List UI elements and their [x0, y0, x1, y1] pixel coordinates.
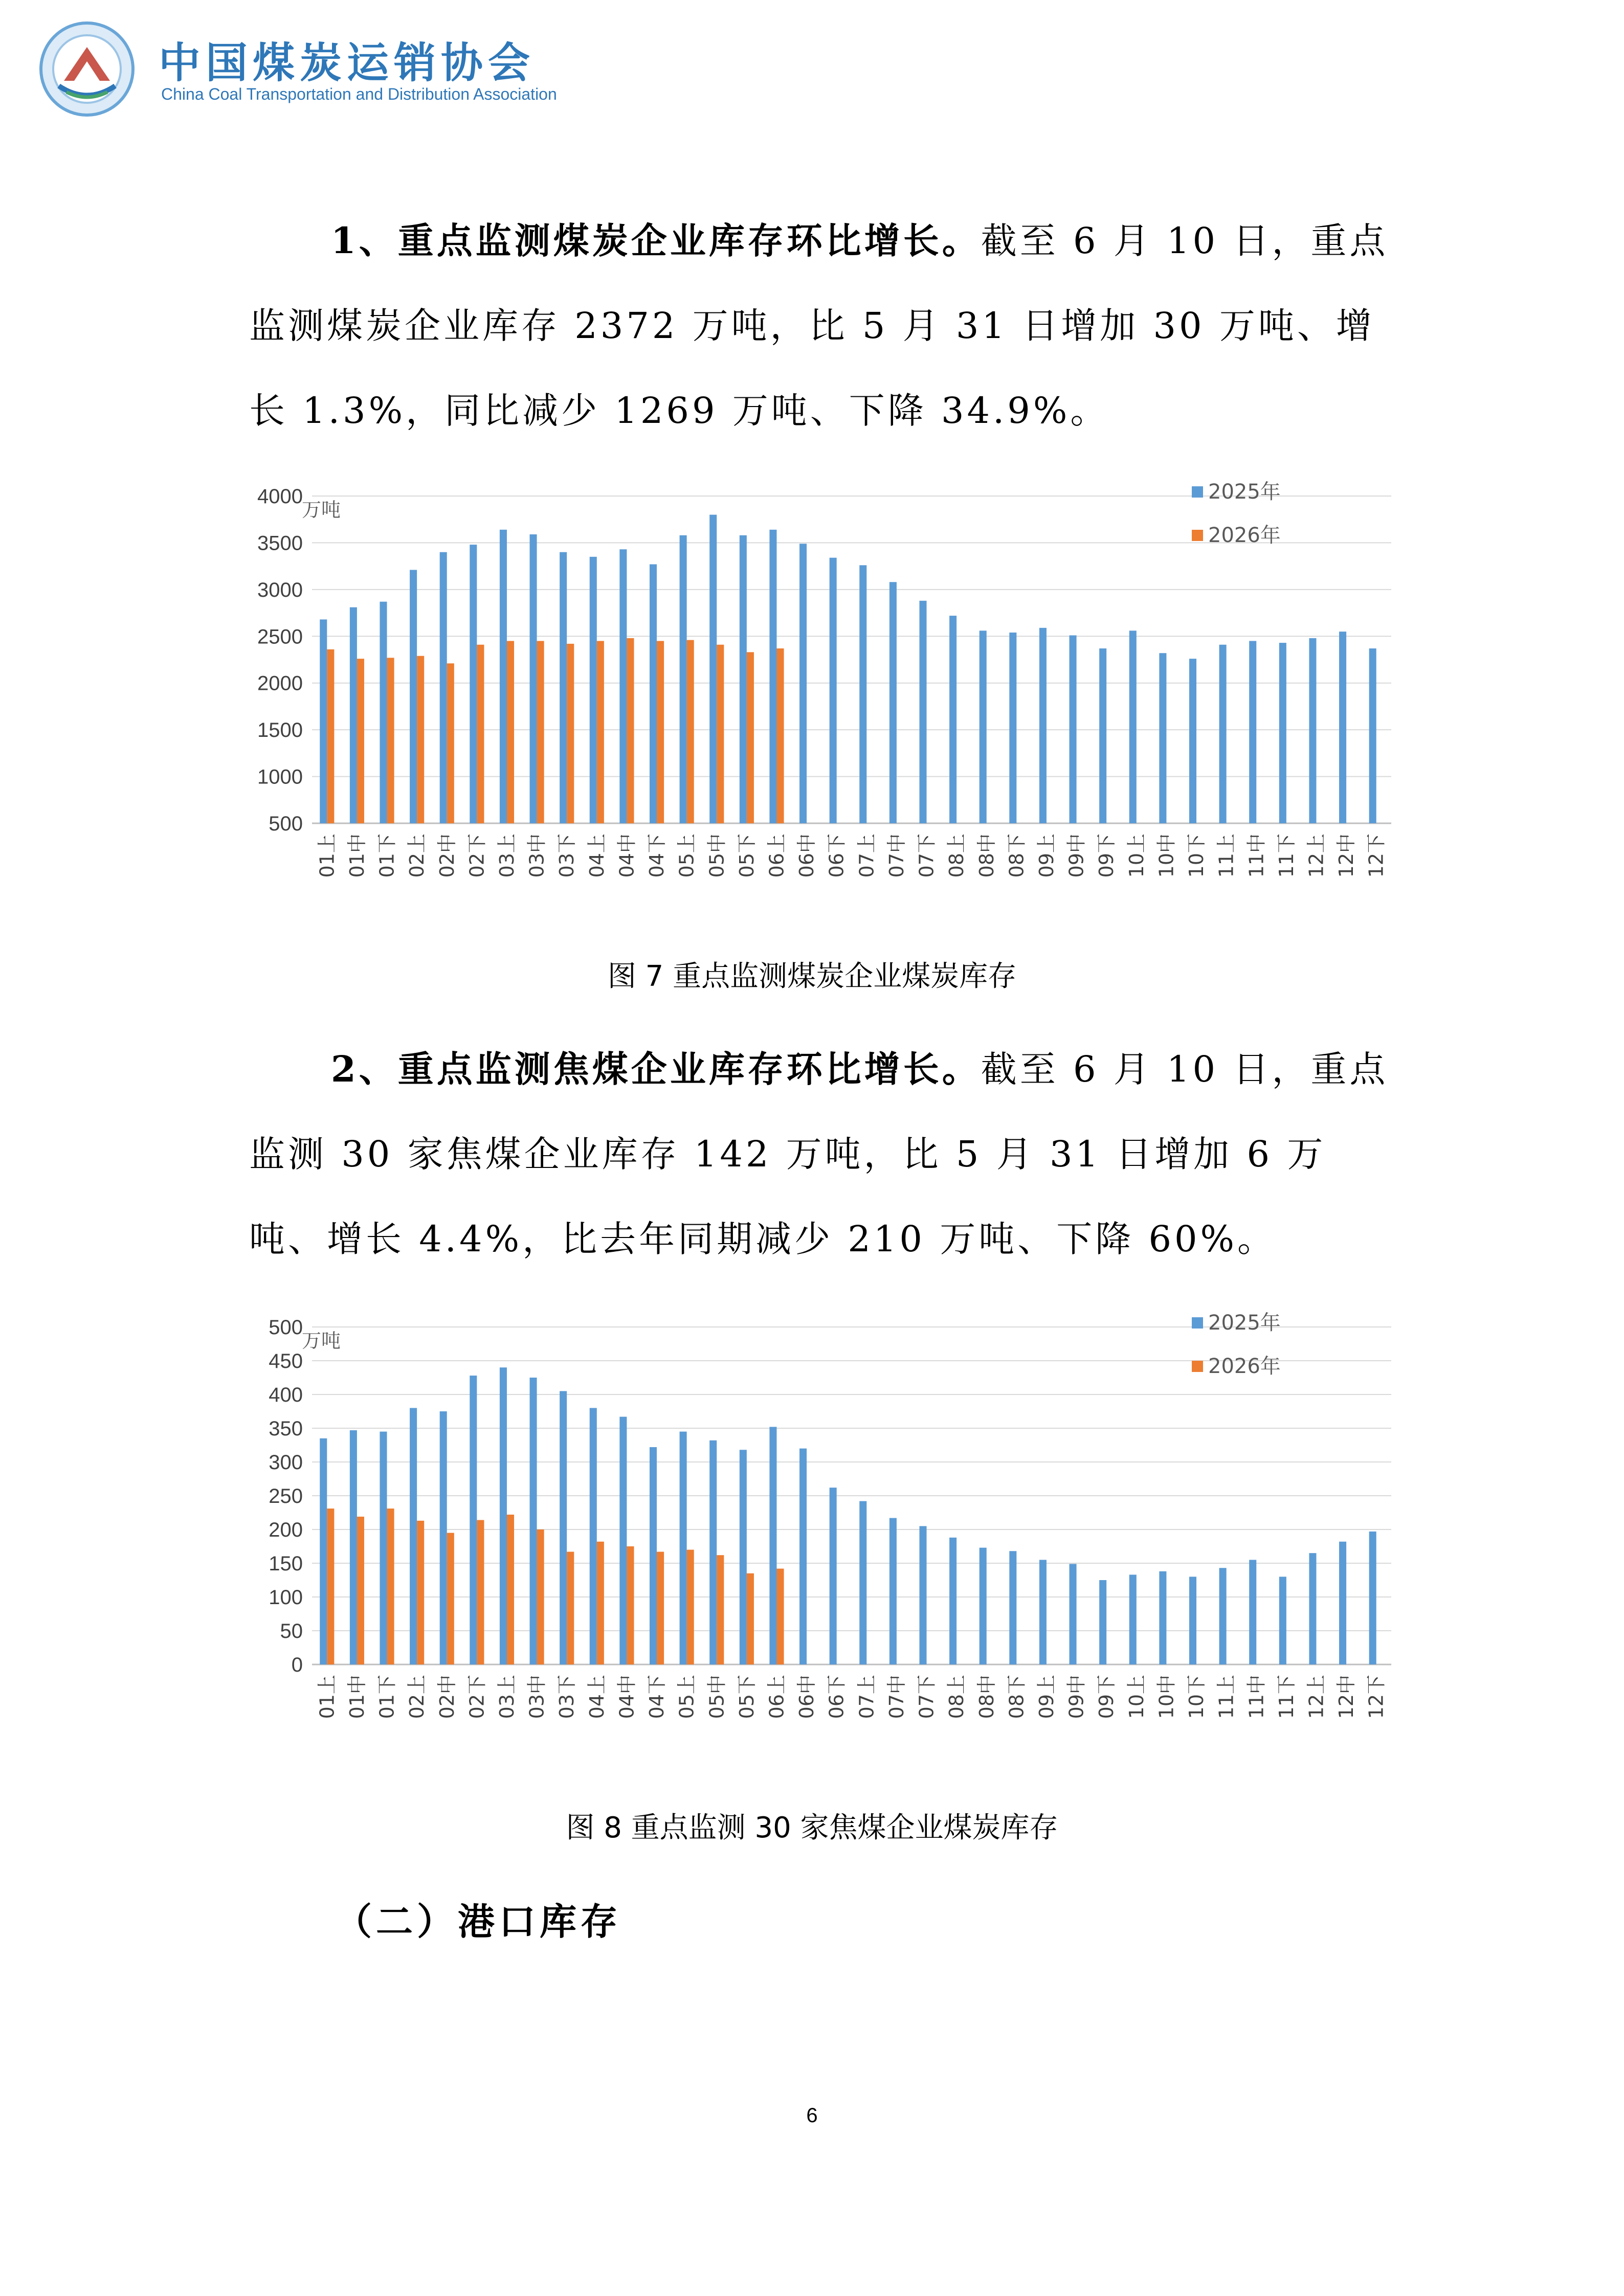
x-tick-label: 04中: [615, 834, 638, 878]
x-tick-label: 02下: [465, 1675, 488, 1719]
bar-2026年-02下: [477, 1520, 484, 1664]
bar-2026年-04下: [657, 1552, 664, 1664]
bar-2025年-04下: [650, 1447, 657, 1664]
x-tick-label: 09上: [1035, 1675, 1058, 1719]
bar-2025年-12下: [1369, 648, 1376, 823]
bar-2025年-03中: [530, 1378, 537, 1664]
x-tick-label: 11中: [1245, 834, 1268, 878]
x-tick-label: 01中: [345, 1675, 368, 1719]
bar-2025年-01下: [380, 1432, 387, 1664]
x-tick-label: 10上: [1125, 834, 1148, 878]
x-tick-label: 01上: [316, 1675, 339, 1719]
figure7-caption: 图 7 重点监测煤炭企业煤炭库存: [607, 960, 1017, 993]
x-tick-label: 08上: [945, 834, 968, 878]
y-tick-label: 50: [280, 1620, 303, 1642]
bar-2025年-07中: [889, 582, 897, 823]
bar-2026年-05中: [717, 645, 724, 823]
bar-2025年-06下: [830, 558, 837, 823]
bar-2026年-05上: [687, 1550, 694, 1664]
bar-2026年-04中: [627, 638, 634, 823]
x-tick-label: 07中: [885, 1675, 908, 1719]
bar-2025年-11上: [1219, 645, 1227, 823]
legend-label: 2026年: [1208, 1355, 1281, 1378]
bar-2025年-11中: [1249, 641, 1256, 823]
bar-2026年-02中: [447, 663, 454, 823]
legend-swatch-2025年: [1192, 486, 1203, 498]
page-number: 6: [806, 2104, 818, 2127]
x-tick-label: 01下: [375, 1675, 398, 1719]
bar-2025年-08中: [980, 631, 987, 823]
bar-2026年-03下: [567, 644, 574, 823]
bar-2025年-03上: [500, 530, 507, 823]
bar-2025年-06中: [799, 1449, 807, 1664]
bar-2026年-01下: [387, 1509, 394, 1664]
x-tick-label: 10下: [1185, 1675, 1208, 1719]
bar-2025年-01中: [350, 607, 357, 823]
bar-2025年-11下: [1279, 1577, 1286, 1664]
bar-2026年-01中: [357, 659, 364, 823]
x-tick-label: 12上: [1305, 1675, 1328, 1719]
page-header: [38, 20, 652, 123]
x-tick-label: 02上: [406, 834, 429, 878]
bar-2025年-07下: [919, 601, 926, 823]
bar-2025年-11上: [1219, 1568, 1227, 1664]
bar-2025年-09中: [1070, 1564, 1077, 1664]
bar-2025年-10中: [1159, 653, 1166, 823]
x-tick-label: 04下: [646, 834, 669, 878]
bar-2026年-05下: [747, 652, 754, 823]
bar-2025年-10中: [1159, 1571, 1166, 1664]
org-name-en: China Coal Transportation and Distribution Association: [161, 85, 557, 103]
bar-2025年-04下: [650, 564, 657, 823]
x-tick-label: 10下: [1185, 834, 1208, 878]
bar-2025年-08上: [949, 616, 956, 823]
y-tick-label: 2000: [257, 672, 303, 695]
bar-2025年-09下: [1099, 648, 1106, 823]
figure8-caption: 图 8 重点监测 30 家焦煤企业煤炭库存: [566, 1811, 1058, 1844]
y-tick-label: 3000: [257, 578, 303, 601]
section-subheading: （二）港口库存: [335, 1900, 622, 1943]
x-tick-label: 10上: [1125, 1675, 1148, 1719]
bar-2025年-02上: [410, 570, 417, 823]
bar-2025年-10下: [1189, 659, 1196, 823]
bar-2025年-08下: [1009, 633, 1016, 823]
bar-2025年-06下: [830, 1488, 837, 1664]
bar-2025年-12上: [1309, 638, 1316, 823]
x-tick-label: 06下: [825, 1675, 848, 1719]
x-tick-label: 01中: [345, 834, 368, 878]
x-tick-label: 09中: [1065, 1675, 1088, 1719]
bar-2025年-03中: [530, 534, 537, 823]
x-tick-label: 07上: [855, 834, 878, 878]
x-tick-label: 04中: [615, 1675, 638, 1719]
x-tick-label: 09下: [1095, 1675, 1118, 1719]
x-tick-label: 11中: [1245, 1675, 1268, 1719]
bar-2026年-01中: [357, 1517, 364, 1664]
y-axis-label: 万吨: [302, 499, 341, 521]
bar-2025年-06中: [799, 544, 807, 823]
x-tick-label: 09中: [1065, 834, 1088, 878]
y-tick-label: 2500: [257, 625, 303, 648]
bar-2026年-03中: [537, 641, 544, 823]
bar-2025年-08中: [980, 1548, 987, 1664]
x-tick-label: 08上: [945, 1675, 968, 1719]
x-tick-label: 06上: [765, 834, 788, 878]
bar-2025年-02中: [440, 552, 447, 823]
bar-2025年-07上: [859, 565, 866, 823]
bar-2025年-02下: [470, 545, 477, 823]
bar-2025年-08下: [1009, 1551, 1016, 1664]
bar-2026年-01上: [327, 649, 334, 823]
bar-2025年-05中: [709, 515, 717, 823]
x-tick-label: 07中: [885, 834, 908, 878]
y-tick-label: 150: [269, 1552, 303, 1575]
x-tick-label: 02中: [435, 1675, 458, 1719]
bar-2025年-03下: [560, 552, 567, 823]
x-tick-label: 03下: [555, 1675, 579, 1719]
legend-label: 2025年: [1208, 1311, 1281, 1335]
x-tick-label: 12中: [1335, 1675, 1358, 1719]
legend-label: 2026年: [1208, 524, 1281, 547]
x-tick-label: 07上: [855, 1675, 878, 1719]
section2-paragraph: [249, 1027, 1390, 1281]
x-tick-label: 07下: [915, 1675, 938, 1719]
x-tick-label: 03中: [525, 1675, 548, 1719]
x-tick-label: 05中: [705, 834, 728, 878]
bar-2025年-01上: [320, 1438, 327, 1664]
bar-2025年-04中: [619, 1417, 627, 1664]
bar-2025年-09上: [1039, 1560, 1047, 1664]
legend-swatch-2025年: [1192, 1317, 1203, 1329]
bar-2026年-03中: [537, 1529, 544, 1664]
legend-label: 2025年: [1208, 480, 1281, 504]
x-tick-label: 05下: [735, 834, 758, 878]
x-tick-label: 11上: [1215, 1675, 1238, 1719]
section2-lead: 2、重点监测焦煤企业库存环比增长。: [331, 1048, 981, 1090]
bar-2025年-09上: [1039, 628, 1047, 823]
x-tick-label: 03上: [495, 834, 518, 878]
bar-2026年-02上: [417, 1521, 424, 1664]
bar-2025年-01中: [350, 1430, 357, 1664]
x-tick-label: 01下: [375, 834, 398, 878]
x-tick-label: 08下: [1005, 1675, 1028, 1719]
bar-2026年-02上: [417, 656, 424, 823]
x-tick-label: 04上: [585, 834, 608, 878]
figure8-chart: [240, 1304, 1401, 1764]
figure7-chart: [240, 473, 1401, 923]
bar-2026年-04下: [657, 641, 664, 823]
bar-2026年-05中: [717, 1555, 724, 1664]
y-tick-label: 100: [269, 1586, 303, 1609]
x-tick-label: 12上: [1305, 834, 1328, 878]
x-tick-label: 05上: [675, 834, 698, 878]
x-tick-label: 09下: [1095, 834, 1118, 878]
x-tick-label: 08中: [975, 1675, 998, 1719]
bar-2025年-05下: [740, 1450, 747, 1664]
x-tick-label: 11下: [1275, 834, 1298, 878]
bar-2026年-04中: [627, 1546, 634, 1664]
x-tick-label: 09上: [1035, 834, 1058, 878]
bar-2025年-09下: [1099, 1580, 1106, 1664]
y-tick-label: 500: [269, 813, 303, 835]
y-tick-label: 4000: [257, 485, 303, 508]
bar-2025年-04上: [590, 557, 597, 823]
bar-2026年-03上: [507, 641, 514, 823]
x-tick-label: 05下: [735, 1675, 758, 1719]
x-tick-label: 10中: [1155, 1675, 1178, 1719]
bar-2025年-05中: [709, 1440, 717, 1664]
x-tick-label: 04上: [585, 1675, 608, 1719]
x-tick-label: 03下: [555, 834, 579, 878]
bar-2026年-01上: [327, 1509, 334, 1664]
y-tick-label: 3500: [257, 532, 303, 555]
y-tick-label: 250: [269, 1485, 303, 1507]
bar-2026年-04上: [597, 1542, 604, 1664]
section1-lead: 1、重点监测煤炭企业库存环比增长。: [331, 219, 981, 262]
bar-2025年-05上: [680, 1432, 687, 1664]
y-tick-label: 200: [269, 1519, 303, 1541]
x-tick-label: 08下: [1005, 834, 1028, 878]
bar-2025年-01下: [380, 602, 387, 823]
bar-2025年-06上: [769, 530, 776, 823]
x-tick-label: 06下: [825, 834, 848, 878]
x-tick-label: 11下: [1275, 1675, 1298, 1719]
bar-2025年-12下: [1369, 1532, 1376, 1664]
section1-body: 截至 6 月 10 日，重点监测煤炭企业库存 2372 万吨，比 5 月 31 日增加 30 万吨、增长 1.3%，同比减少 1269 万吨、下降 34.9%。: [249, 220, 1389, 432]
bar-2025年-08上: [949, 1538, 956, 1664]
bar-2025年-01上: [320, 619, 327, 823]
section2-body: 截至 6 月 10 日，重点监测 30 家焦煤企业库存 142 万吨，比 5 月 31 日增加 6 万吨、增长 4.4%，比去年同期减少 210 万吨、下降 60%。: [249, 1048, 1389, 1260]
bar-2025年-02中: [440, 1411, 447, 1664]
org-name-cn: 中国煤炭运销协会: [159, 39, 536, 87]
bar-2025年-10下: [1189, 1577, 1196, 1664]
bar-2026年-03上: [507, 1515, 514, 1664]
bar-2025年-06上: [769, 1427, 776, 1664]
bar-2026年-01下: [387, 658, 394, 823]
bar-2025年-09中: [1070, 635, 1077, 823]
x-tick-label: 11上: [1215, 834, 1238, 878]
y-tick-label: 350: [269, 1417, 303, 1440]
bar-2025年-12上: [1309, 1553, 1316, 1664]
x-tick-label: 06中: [795, 834, 818, 878]
x-tick-label: 10中: [1155, 834, 1178, 878]
x-tick-label: 06中: [795, 1675, 818, 1719]
legend-swatch-2026年: [1192, 1361, 1203, 1372]
y-tick-label: 450: [269, 1350, 303, 1372]
bar-2026年-04上: [597, 641, 604, 823]
bar-2025年-04上: [590, 1408, 597, 1664]
x-tick-label: 05中: [705, 1675, 728, 1719]
x-tick-label: 12中: [1335, 834, 1358, 878]
y-tick-label: 0: [291, 1654, 303, 1676]
y-axis-label: 万吨: [302, 1330, 341, 1352]
bar-2025年-04中: [619, 549, 627, 823]
x-tick-label: 01上: [316, 834, 339, 878]
x-tick-label: 07下: [915, 834, 938, 878]
bar-2026年-02下: [477, 645, 484, 823]
bar-2026年-03下: [567, 1552, 574, 1664]
y-tick-label: 1500: [257, 719, 303, 742]
x-tick-label: 12下: [1365, 1675, 1388, 1719]
bar-2026年-02中: [447, 1533, 454, 1664]
bar-2025年-07下: [919, 1526, 926, 1664]
x-tick-label: 03中: [525, 834, 548, 878]
bar-2026年-06上: [776, 1569, 784, 1664]
association-logo: [38, 20, 136, 118]
bar-2025年-10上: [1129, 631, 1137, 823]
bar-2025年-07上: [859, 1501, 866, 1664]
legend-swatch-2026年: [1192, 530, 1203, 541]
x-tick-label: 05上: [675, 1675, 698, 1719]
y-tick-label: 400: [269, 1384, 303, 1406]
x-tick-label: 12下: [1365, 834, 1388, 878]
bar-2025年-07中: [889, 1518, 897, 1664]
y-tick-label: 1000: [257, 766, 303, 789]
x-tick-label: 06上: [765, 1675, 788, 1719]
x-tick-label: 08中: [975, 834, 998, 878]
x-tick-label: 03上: [495, 1675, 518, 1719]
bar-2025年-05上: [680, 535, 687, 823]
bar-2025年-05下: [740, 535, 747, 823]
bar-2025年-02上: [410, 1408, 417, 1664]
bar-2025年-03下: [560, 1391, 567, 1664]
x-tick-label: 02中: [435, 834, 458, 878]
bar-2026年-05下: [747, 1573, 754, 1664]
bar-2025年-11下: [1279, 643, 1286, 823]
bar-2026年-05上: [687, 640, 694, 823]
bar-2025年-02下: [470, 1376, 477, 1664]
section1-paragraph: [249, 198, 1390, 453]
bar-2025年-12中: [1339, 632, 1346, 823]
y-tick-label: 300: [269, 1451, 303, 1474]
y-tick-label: 500: [269, 1316, 303, 1339]
bar-2025年-10上: [1129, 1574, 1137, 1664]
x-tick-label: 04下: [646, 1675, 669, 1719]
x-tick-label: 02上: [406, 1675, 429, 1719]
bar-2025年-03上: [500, 1367, 507, 1664]
bar-2026年-06上: [776, 648, 784, 823]
x-tick-label: 02下: [465, 834, 488, 878]
bar-2025年-12中: [1339, 1542, 1346, 1664]
bar-2025年-11中: [1249, 1560, 1256, 1664]
